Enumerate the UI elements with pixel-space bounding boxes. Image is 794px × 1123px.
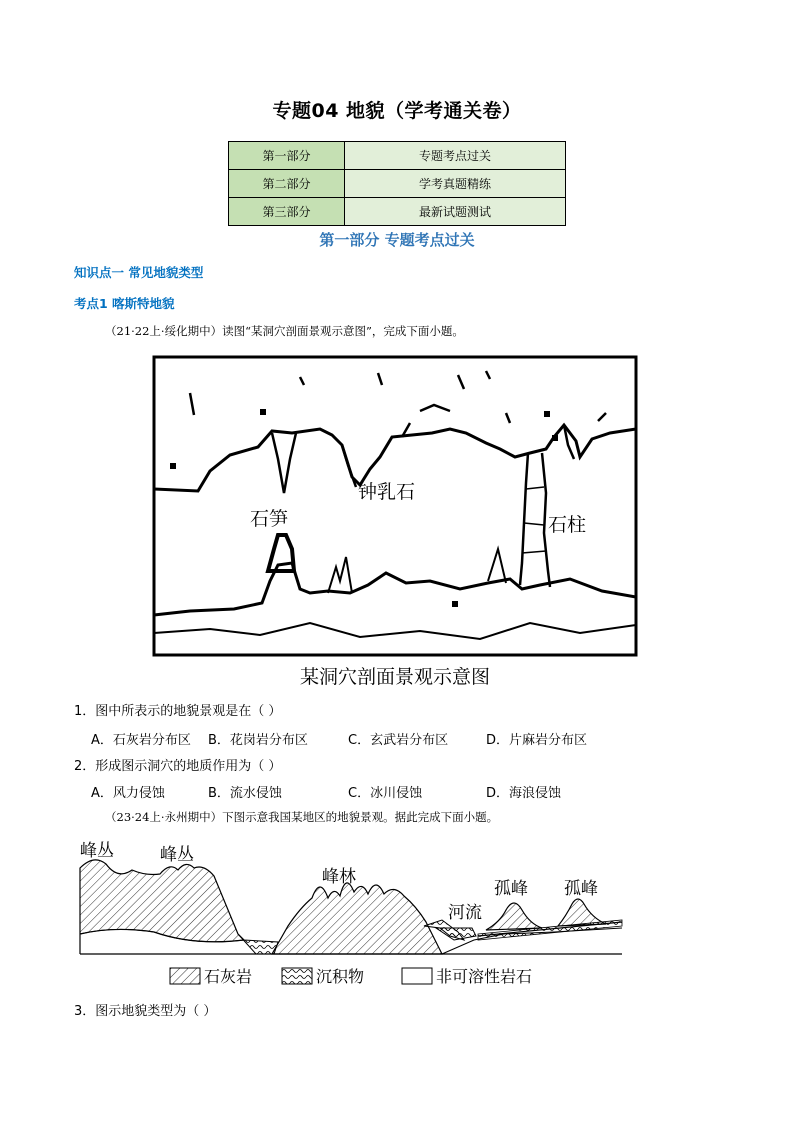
table-row <box>229 170 566 198</box>
desc-cell: 最新试题测试 <box>345 198 566 226</box>
karst-landform-figure <box>74 836 634 992</box>
table-row <box>229 142 566 170</box>
river-bed <box>436 928 476 940</box>
cave-floor <box>154 563 636 615</box>
legend-swatch-insoluble <box>402 968 432 984</box>
label-peak-cluster-2: 峰丛 <box>160 845 194 865</box>
desc-cell: 学考真题精练 <box>345 170 566 198</box>
lone-peak-1 <box>486 903 542 930</box>
sediment-left <box>238 934 278 954</box>
legend-swatch-sediment <box>282 968 312 984</box>
question-3-stem: 3．图示地貌类型为（ ） <box>74 1004 217 1019</box>
label-stalagmite: 石笋 <box>250 508 289 530</box>
part-cell: 第三部分 <box>229 198 345 226</box>
q1-option-d: D．片麻岩分布区 <box>486 733 588 748</box>
label-river: 河流 <box>448 903 482 923</box>
part-cell: 第一部分 <box>229 142 345 170</box>
floor-speck <box>452 601 458 607</box>
stalagmite-shape <box>488 549 506 583</box>
label-stalactite: 钟乳石 <box>358 481 416 503</box>
q2-option-d: D．海浪侵蚀 <box>486 786 562 801</box>
q1-option-b: B．花岗岩分布区 <box>208 733 308 748</box>
part-cell: 第二部分 <box>229 170 345 198</box>
label-peak-forest: 峰林 <box>322 867 356 887</box>
ceiling-specks <box>190 371 606 437</box>
question-1-stem: 1．图中所表示的地貌景观是在（ ） <box>74 704 282 719</box>
ceiling-speck <box>260 409 266 415</box>
intro-text-1: （21·22上·绥化期中）读图“某洞穴剖面景观示意图”，完成下面小题。 <box>105 324 464 338</box>
legend-label-insoluble: 非可溶性岩石 <box>436 967 533 986</box>
ceiling-speck <box>552 435 558 441</box>
cave-cross-section-figure <box>150 353 640 693</box>
ceiling-speck <box>170 463 176 469</box>
stone-pillar <box>520 453 550 587</box>
label-lone-peak-2: 孤峰 <box>564 879 598 899</box>
section-heading: 第一部分 专题考点过关 <box>319 231 475 249</box>
page-title: 专题04 地貌（学考通关卷） <box>272 100 522 122</box>
legend-swatch-limestone <box>170 968 200 984</box>
q1-option-a: A．石灰岩分布区 <box>91 733 191 748</box>
stalactite-shape <box>342 445 356 487</box>
parts-table <box>228 141 566 226</box>
label-peak-cluster-1: 峰丛 <box>80 841 114 861</box>
q2-option-c: C．冰川侵蚀 <box>348 786 423 801</box>
question-2-stem: 2．形成图示洞穴的地质作用为（ ） <box>74 759 282 774</box>
intro-text-2: （23·24上·永州期中）下图示意我国某地区的地貌景观。据此完成下面小题。 <box>105 810 499 824</box>
knowledge-point-heading: 知识点一 常见地貌类型 <box>74 265 204 280</box>
legend-label-sediment: 沉积物 <box>316 967 365 986</box>
stalagmite-shape <box>328 557 352 593</box>
table-row <box>229 198 566 226</box>
q2-option-a: A．风力侵蚀 <box>91 786 165 801</box>
legend-label-limestone: 石灰岩 <box>204 967 253 986</box>
cave-floor-lower <box>154 623 636 639</box>
peak-forest-body <box>272 883 442 954</box>
label-lone-peak-1: 孤峰 <box>494 879 528 899</box>
label-pillar: 石柱 <box>548 514 587 536</box>
ceiling-speck <box>544 411 550 417</box>
q2-option-b: B．流水侵蚀 <box>208 786 282 801</box>
stalactite-shape <box>272 433 296 493</box>
desc-cell: 专题考点过关 <box>345 142 566 170</box>
exam-point-heading: 考点1 喀斯特地貌 <box>74 296 175 311</box>
peak-cluster-body <box>80 860 244 954</box>
figure1-caption: 某洞穴剖面景观示意图 <box>299 666 491 688</box>
q1-option-c: C．玄武岩分布区 <box>348 733 449 748</box>
